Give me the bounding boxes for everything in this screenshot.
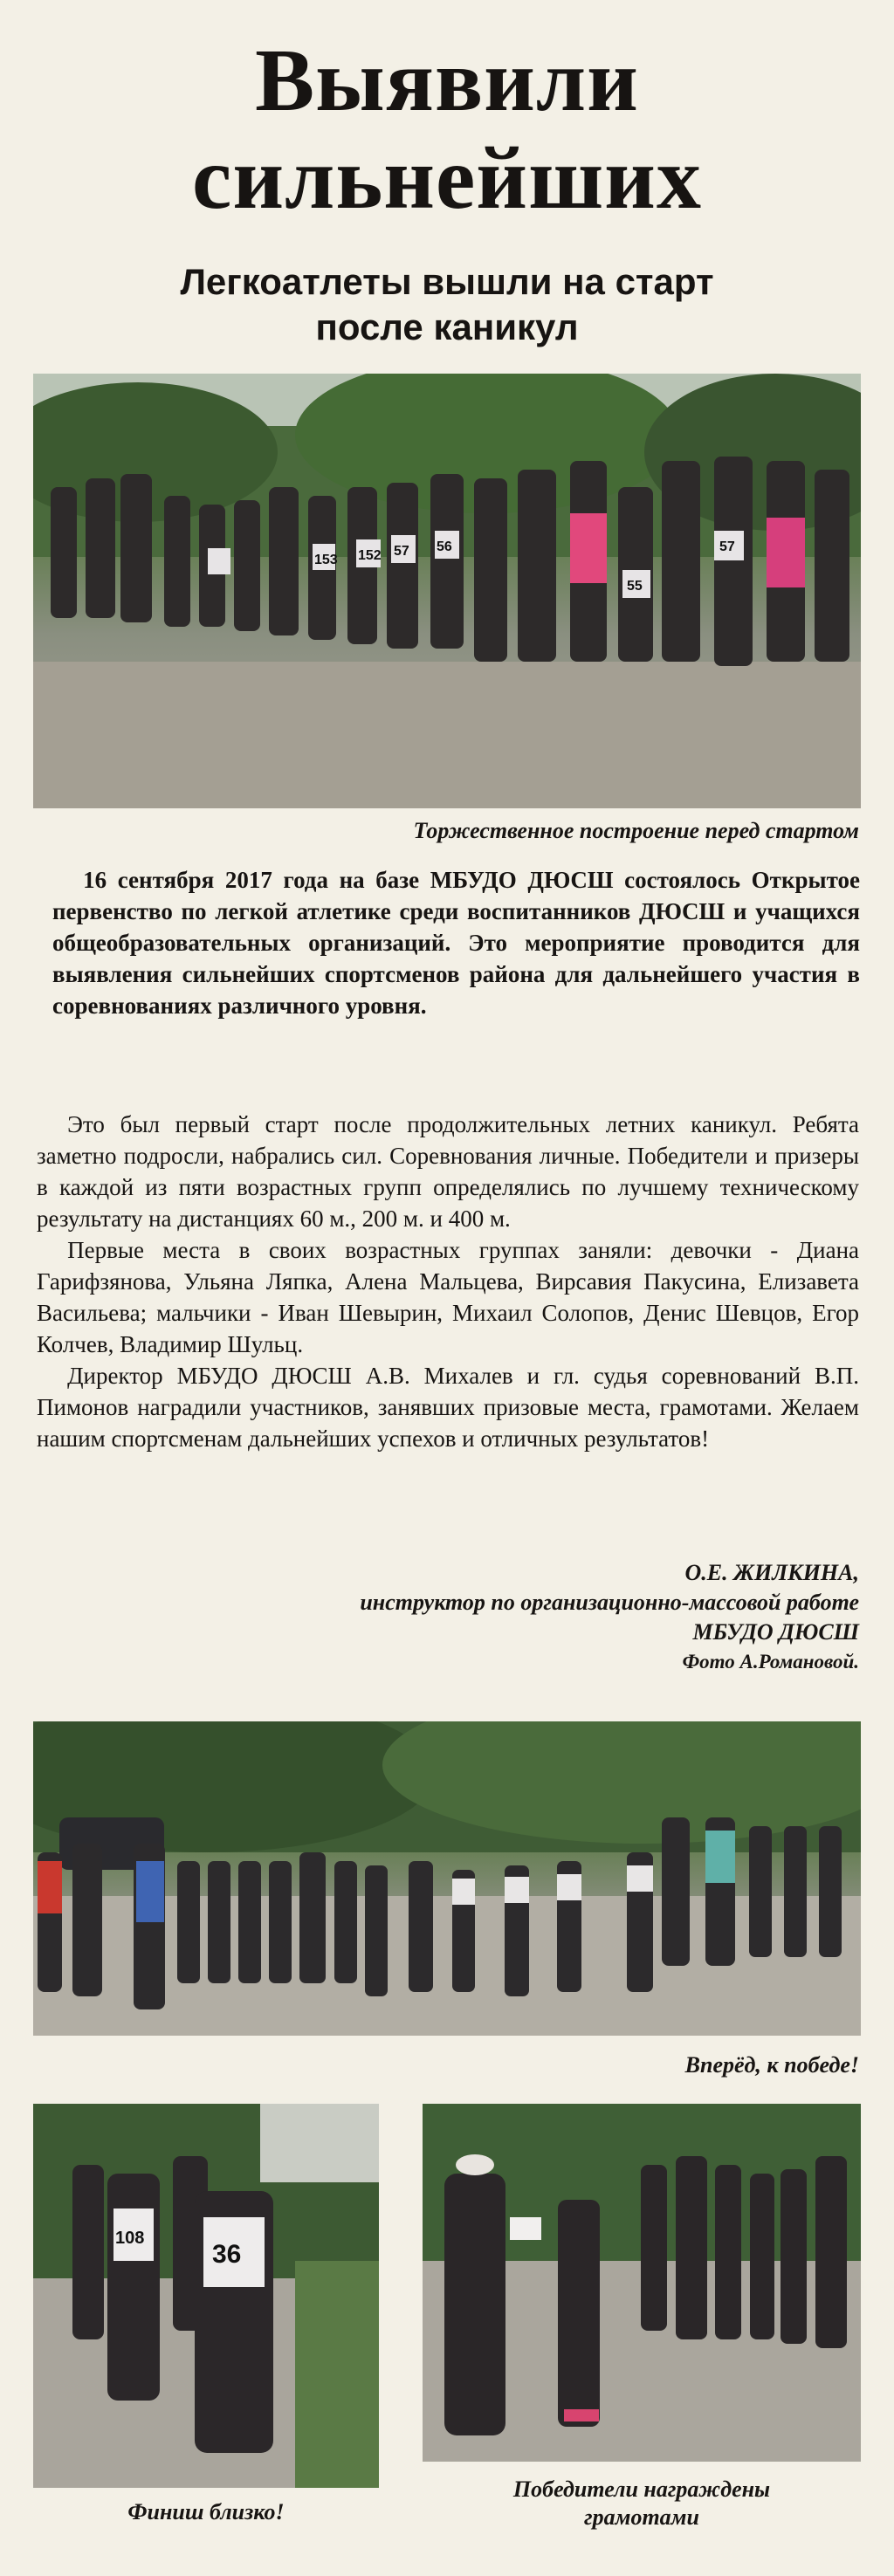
article-paragraph: Это был первый старт после продолжительных летних каникул. Ребята заметно подросли, набрались сил. Соревнования личные. Победители и призеры в каждой из пяти возрастных групп определялись по лучшему техническому результату на дистанциях 60 м., 200 м. и 400 м. (37, 1111, 859, 1232)
article-lead: 16 сентября 2017 года на базе МБУДО ДЮСШ состоялось Открытое первенство по легкой атлетике среди воспитанников ДЮСШ и учащихся общеобразовательных организаций. Это мероприятие проводится для выявления сильнейших спортсменов района для дальнейшего участия в соревнованиях различного уровня. (52, 867, 860, 1019)
bib-number: 36 (212, 2240, 242, 2269)
headline-line-1: Выявили (255, 31, 639, 130)
article-paragraph: Директор МБУДО ДЮСШ А.В. Михалев и гл. судья соревнований В.П. Пимонов наградили участников, занявших призовые места, грамотами. Желаем нашим спортсменам дальнейших успехов и отличных результатов! (37, 1363, 859, 1452)
author-organization: МБУДО ДЮСШ (692, 1619, 859, 1645)
photo-race-start (33, 1721, 861, 2036)
bib-number: 153 (314, 553, 338, 567)
bib-number: 57 (394, 544, 409, 559)
bib-number: 56 (437, 539, 452, 554)
photo3-caption: Финиш близко! (127, 2499, 285, 2524)
article-paragraph: Первые места в своих возрастных группах заняли: девочки - Диана Гарифзянова, Ульяна Ляпка, Алена Мальцева, Вирсавия Пакусина, Елизавета Васильева; мальчики - Иван Шевырин, Михаил Солопов, Денис Шевцов, Егор Колчев, Владимир Шульц. (37, 1237, 859, 1357)
photo4-caption-line-1: Победители награждены (512, 2476, 771, 2502)
photo-finish (33, 2104, 379, 2488)
author-position: инструктор по организационно-массовой работе (360, 1590, 859, 1615)
photo-group-lineup (33, 374, 861, 808)
bib-number: 152 (358, 548, 382, 563)
subheadline-line-1: Легкоатлеты вышли на старт (180, 261, 714, 302)
subheadline-line-2: после каникул (315, 306, 579, 347)
photo4-caption (423, 2476, 861, 2531)
bib-number: 55 (627, 579, 643, 594)
author-signature (73, 1558, 859, 1677)
bib-number: 108 (115, 2229, 145, 2248)
photo4-caption-line-2: грамотами (584, 2504, 699, 2530)
photo-credit: Фото А.Романовой. (682, 1651, 859, 1673)
article-body (37, 1109, 859, 1454)
photo-awards (423, 2104, 861, 2462)
photo1-caption: Торжественное построение перед стартом (413, 818, 859, 843)
headline-line-2: сильнейших (192, 129, 702, 228)
author-name: О.Е. ЖИЛКИНА, (684, 1560, 859, 1585)
bib-number: 57 (719, 539, 735, 554)
photo2-caption: Вперёд, к победе! (684, 2052, 859, 2078)
